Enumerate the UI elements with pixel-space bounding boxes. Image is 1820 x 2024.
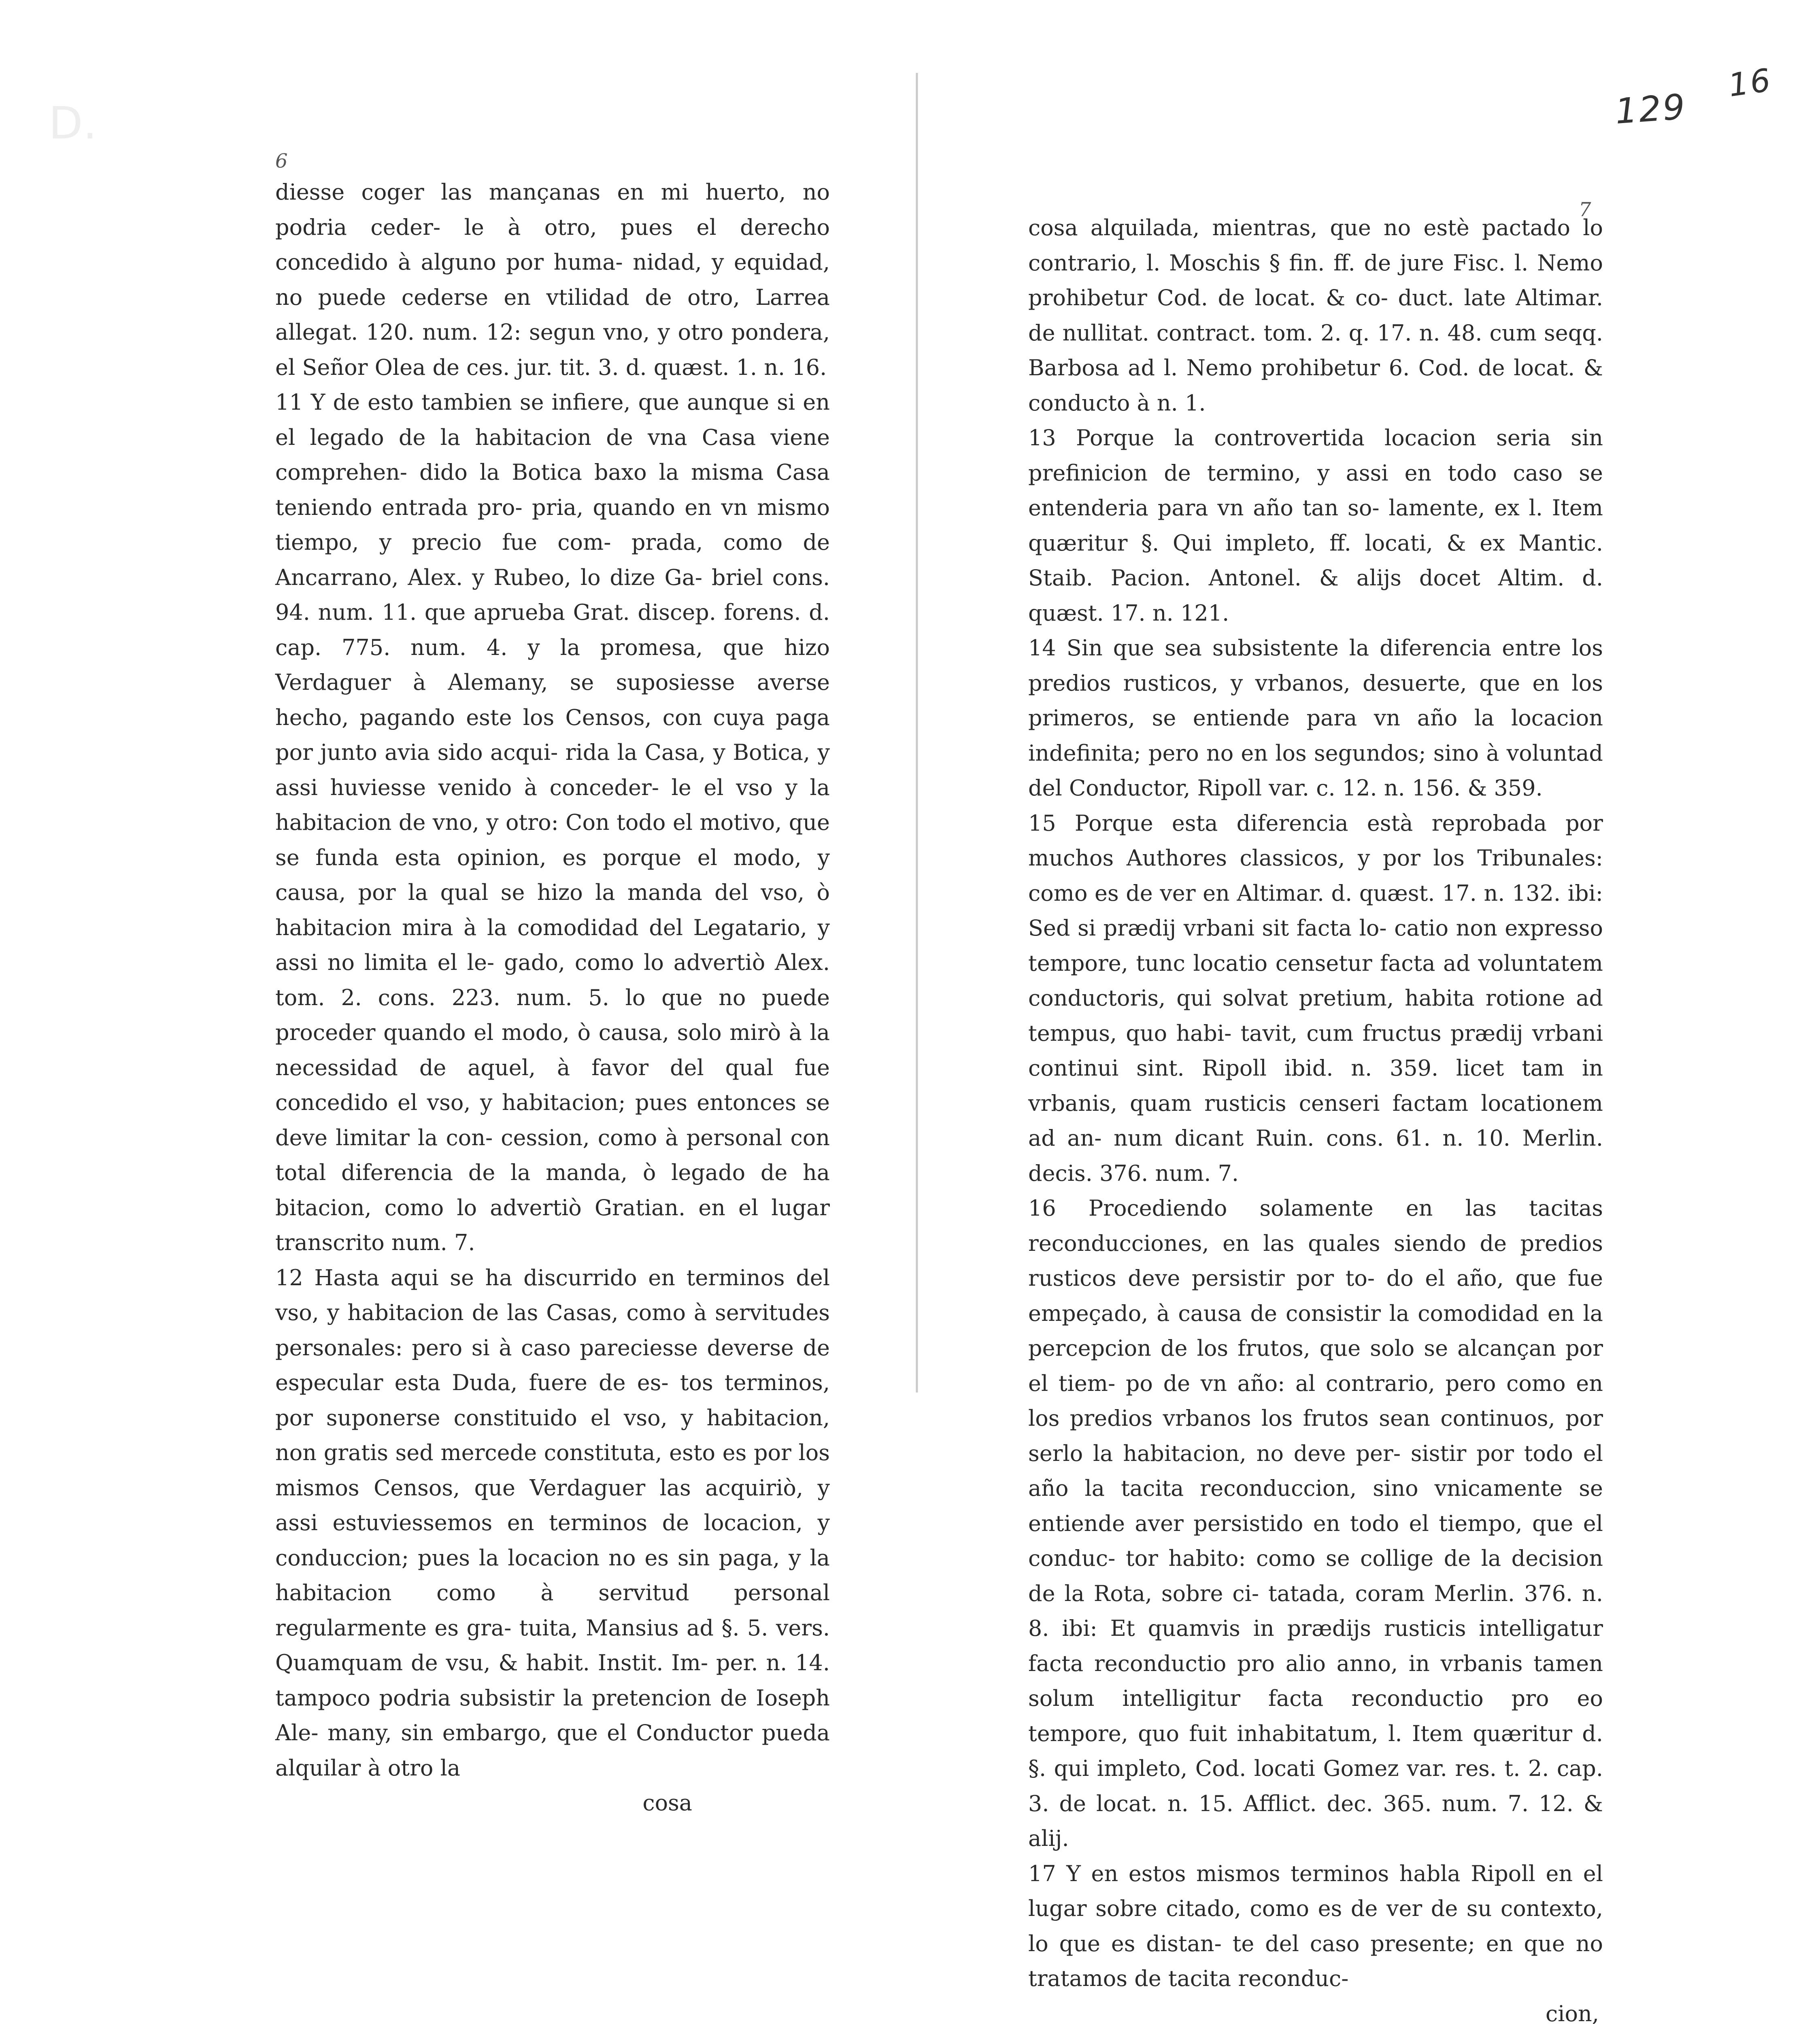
book-gutter bbox=[916, 73, 918, 1393]
paragraph: 11 Y de esto tambien se infiere, que aunque si en el legado de la habitacion de vna Casa viene comprehen- dido la Botica baxo la misma Casa teniendo entrada pro- pria, quando en vn mismo tiempo, y precio fue com- prada, como de Ancarrano, Alex. y Rubeo, lo dize Ga- briel cons. 94. num. 11. que aprueba Grat. discep. forens. d. cap. 775. num. 4. y la promesa, que hizo Verdaguer à Alemany, se suposiesse averse hecho, pagando este los Censos, con cuya paga por junto avia sido acqui- rida la Casa, y Botica, y assi huviesse venido à conceder- le el vso y la habitacion de vno, y otro: Con todo el motivo, que se funda esta opinion, es porque el modo, y causa, por la qual se hizo la manda del vso, ò habitacion mira à la comodidad del Legatario, y assi no limita el le- gado, como lo advertiò Alex. tom. 2. cons. 223. num. 5. lo que no puede proceder quando el modo, ò causa, solo mirò à la necessidad de aquel, à favor del qual fue concedido el vso, y habitacion; pues entonces se deve limitar la con- cession, como à personal con total diferencia de la manda, ò legado de ha bitacion, como lo advertiò Gratian. en el lugar transcrito num. 7. bbox=[275, 385, 830, 1261]
left-catchword: cosa bbox=[275, 1786, 830, 1821]
left-page bbox=[275, 150, 830, 1821]
paragraph: 13 Porque la controvertida locacion seria sin prefinicion de termino, y assi en todo caso se entenderia para vn año tan so- lamente, ex l. Item quæritur §. Qui impleto, ff. locati, & ex Mantic. Staib. Pacion. Antonel. & alijs docet Altim. d. quæst. 17. n. 121. bbox=[1028, 421, 1603, 631]
paragraph: 15 Porque esta diferencia està reprobada por muchos Authores classicos, y por los Tribunales: como es de ver en Altimar. d. quæst. 17. n. 132. ibi: Sed si prædij vrbani sit facta lo- catio non expresso tempore, tunc locatio censetur facta ad voluntatem conductoris, qui solvat pretium, habita rotione ad tempus, quo habi- tavit, cum fructus prædij vrbani continui sint. Ripoll ibid. n. 359. licet tam in vrbanis, quam rusticis censeri factam locationem ad an- num dicant Ruin. cons. 61. n. 10. Merlin. decis. 376. num. 7. bbox=[1028, 806, 1603, 1191]
left-page-number: 6 bbox=[275, 150, 288, 172]
paragraph: 17 Y en estos mismos terminos habla Ripoll en el lugar sobre citado, como es de ver de su contexto, lo que es distan- te del caso presente; en que no tratamos de tacita reconduc- bbox=[1028, 1856, 1603, 1996]
paragraph: 16 Procediendo solamente en las tacitas reconducciones, en las quales siendo de predios rusticos deve persistir por to- do el año, que fue empeçado, à causa de consistir la comodidad en la percepcion de los frutos, que solo se alcançan por el tiem- po de vn año: al contrario, pero como en los predios vrbanos los frutos sean continuos, por serlo la habitacion, no deve per- sistir por todo el año la tacita reconduccion, sino vnicamente se entiende aver persistido en todo el tiempo, que el conduc- tor habito: como se collige de la decision de la Rota, sobre ci- tatada, coram Merlin. 376. n. 8. ibi: Et quamvis in prædijs rusticis intelligatur facta reconductio pro alio anno, in vrbanis tamen solum intelligitur facta reconductio pro eo tempore, quo fuit inhabitatum, l. Item quæritur d. §. qui impleto, Cod. locati Gomez var. res. t. 2. cap. 3. de locat. n. 15. Afflict. dec. 365. num. 7. 12. & alij. bbox=[1028, 1191, 1603, 1856]
paragraph: diesse coger las mançanas en mi huerto, no podria ceder- le à otro, pues el derecho concedido à alguno por huma- nidad, y equidad, no puede cederse en vtilidad de otro, Larrea allegat. 120. num. 12: segun vno, y otro pondera, el Señor Olea de ces. jur. tit. 3. d. quæst. 1. n. 16. bbox=[275, 175, 830, 385]
handwritten-folio-number: 129 bbox=[1614, 87, 1688, 132]
right-page-text bbox=[1028, 210, 1603, 1996]
paragraph: cosa alquilada, mientras, que no estè pactado lo contrario, l. Moschis § fin. ff. de jure Fisc. l. Nemo prohibetur Cod. de locat. & co- duct. late Altimar. de nullitat. contract. tom. 2. q. 17. n. 48. cum seqq. Barbosa ad l. Nemo prohibetur 6. Cod. de locat. & conducto à n. 1. bbox=[1028, 210, 1603, 421]
right-catchword: cion, bbox=[1028, 1996, 1603, 2024]
right-page-number: 7 bbox=[1579, 198, 1591, 221]
handwritten-corner-mark: 16 bbox=[1726, 62, 1774, 104]
paragraph: 14 Sin que sea subsistente la diferencia entre los predios rusticos, y vrbanos, desuerte, que en los primeros, se entiende para vn año la locacion indefinita; pero no en los segundos; sino à voluntad del Conductor, Ripoll var. c. 12. n. 156. & 359. bbox=[1028, 631, 1603, 806]
left-page-text bbox=[275, 175, 830, 1786]
paragraph: 12 Hasta aqui se ha discurrido en terminos del vso, y habitacion de las Casas, como à servitudes personales: pero si à caso pareciesse deverse de especular esta Duda, fuere de es- tos terminos, por suponerse constituido el vso, y habitacion, non gratis sed mercede constituta, esto es por los mismos Censos, que Verdaguer las acquiriò, y assi estuviessemos en terminos de locacion, y conduccion; pues la locacion no es sin paga, y la habitacion como à servitud personal regularmente es gra- tuita, Mansius ad §. 5. vers. Quamquam de vsu, & habit. Instit. Im- per. n. 14. tampoco podria subsistir la pretencion de Ioseph Ale- many, sin embargo, que el Conductor pueda alquilar à otro la bbox=[275, 1261, 830, 1786]
right-page bbox=[1028, 198, 1603, 2024]
bleed-through-mark: D. bbox=[49, 97, 97, 149]
